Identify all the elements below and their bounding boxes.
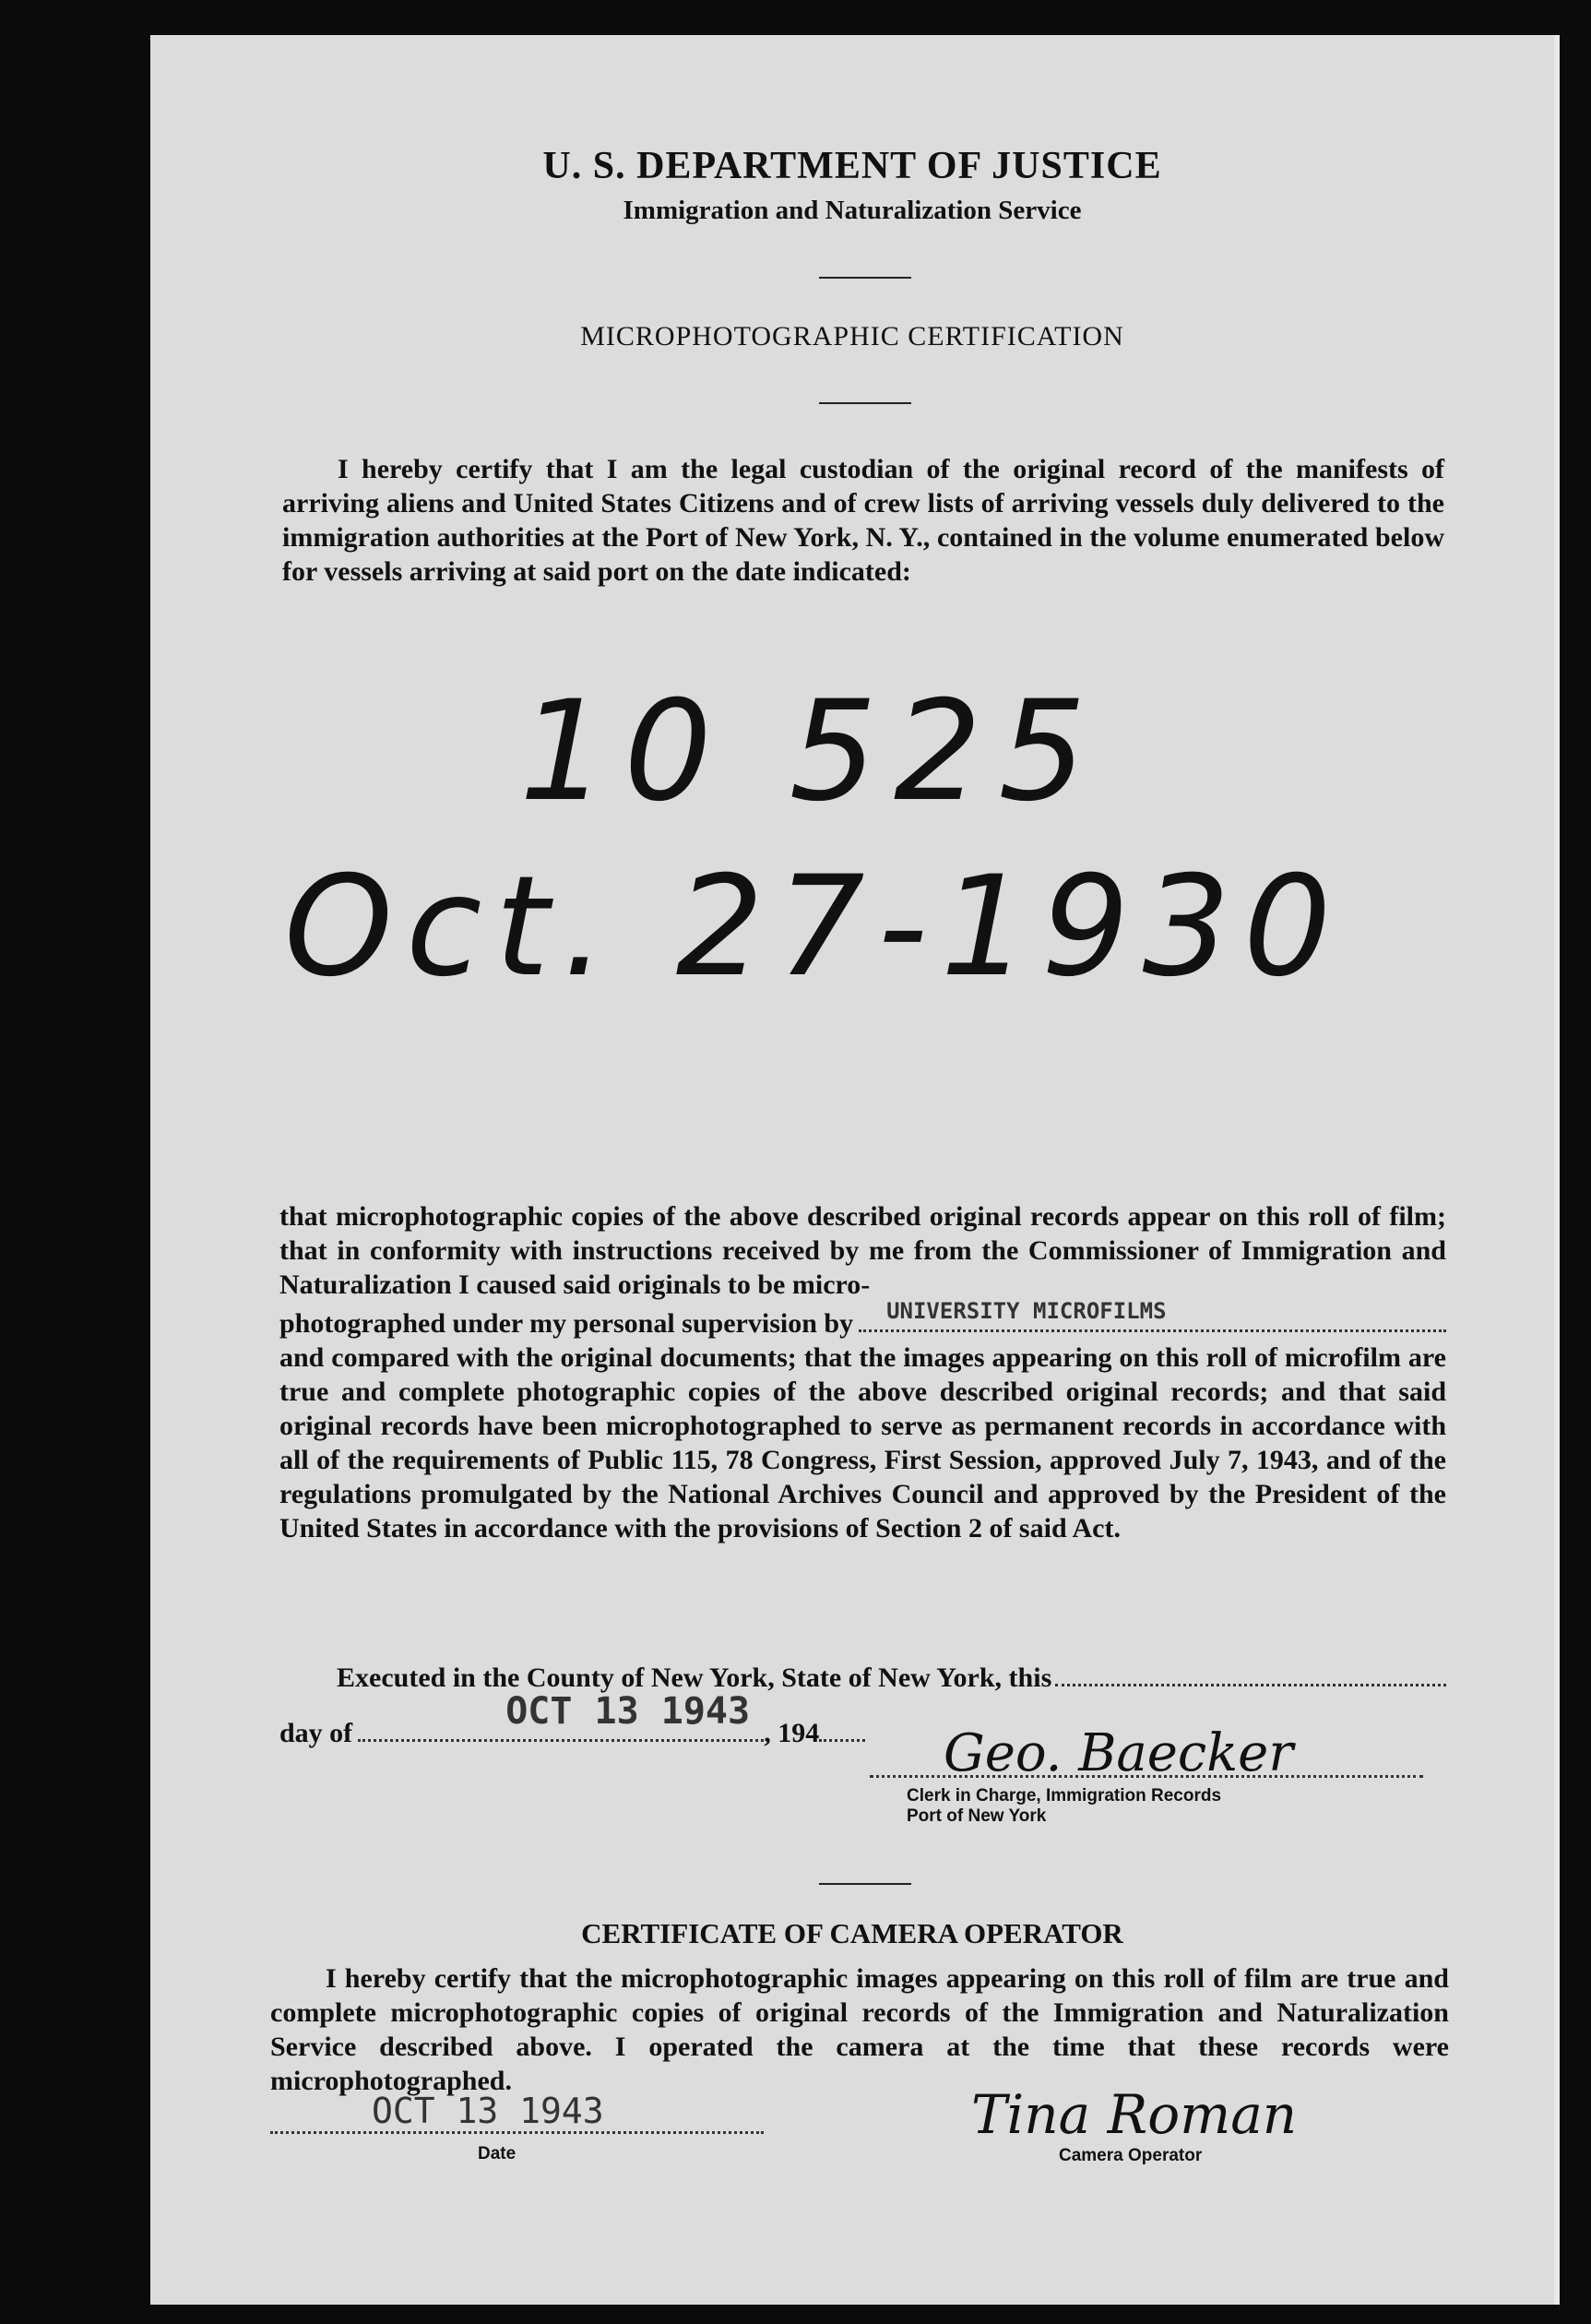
handwritten-arrival-date: Oct. 27-1930 <box>284 847 1345 1007</box>
supervisor-stamp: UNIVERSITY MICROFILMS <box>886 1298 1167 1324</box>
divider <box>819 1883 911 1885</box>
divider <box>819 277 911 279</box>
day-of-label: day of <box>279 1718 353 1748</box>
certification-body <box>279 1199 1446 1545</box>
body-text-1: that microphotographic copies of the above described original records appear on this roll of film; that in conformity with instructions received by me from the Commissioner of Immigration and Naturalization I caused said originals to be micro- <box>279 1201 1446 1300</box>
intro-paragraph: I hereby certify that I am the legal custodian of the original record of the manifests of arriving aliens and United States Citizens and of crew lists of arriving vessels duly delivered to the immigration authorities at the Port of New York, N. Y., contained in the volume enumerated below for vessels arriving at said port on the date indicated: <box>282 454 1444 587</box>
execution-date-stamp: OCT 13 1943 <box>505 1690 751 1733</box>
year-blank <box>819 1717 865 1742</box>
supervisor-field <box>859 1298 1446 1332</box>
year-prefix: , 194 <box>764 1718 820 1748</box>
clerk-title <box>907 1786 1221 1827</box>
camera-date-stamp: OCT 13 1943 <box>372 2091 604 2131</box>
day-of-field <box>358 1690 764 1742</box>
supervision-line <box>279 1298 1446 1341</box>
divider <box>819 402 911 404</box>
clerk-signature: Geo. Baecker <box>944 1723 1294 1783</box>
camera-paragraph: I hereby certify that the microphotographic images appearing on this roll of film are true and complete microphotographic copies of original records of the Immigration and Naturalization Service described above. I operated the camera at the time that these records were microphotographed. <box>270 1963 1449 2096</box>
execution-line <box>279 1661 1446 1695</box>
camera-heading: CERTIFICATE OF CAMERA OPERATOR <box>581 1917 1123 1949</box>
execution-text: Executed in the County of New York, State of New York, this <box>337 1663 1052 1693</box>
certificate-page <box>150 35 1560 2305</box>
body-text-2: photographed under my personal supervision by <box>279 1308 854 1339</box>
document-title: MICROPHOTOGRAPHIC CERTIFICATION <box>580 321 1124 352</box>
operator-signature: Tina Roman <box>971 2083 1298 2146</box>
date-field <box>270 2091 764 2134</box>
service-subheading: Immigration and Naturalization Service <box>623 196 1082 225</box>
clerk-title-line-1: Clerk in Charge, Immigration Records <box>907 1786 1222 1806</box>
handwritten-volume-number: 10 525 <box>519 672 1103 832</box>
body-text-3: and compared with the original documents; that the images appearing on this roll of microfilm are true and complete photographic copies of the above described original records; and that said original records have been microphotographed to serve as permanent records in accordance with all of the requirements of Public 115, 78 Congress, First Session, approved July 7, 1943, and of the regulations promulgated by the National Archives Council and approved by the President of the United States in accordance with the provisions of Section 2 of said Act. <box>279 1342 1446 1543</box>
clerk-title-line-2: Port of New York <box>907 1806 1047 1826</box>
operator-label: Camera Operator <box>1059 2146 1203 2165</box>
clerk-signature-line <box>870 1770 1423 1778</box>
date-label: Date <box>478 2144 516 2163</box>
execution-blank <box>1055 1662 1446 1686</box>
department-heading: U. S. DEPARTMENT OF JUSTICE <box>542 145 1162 187</box>
